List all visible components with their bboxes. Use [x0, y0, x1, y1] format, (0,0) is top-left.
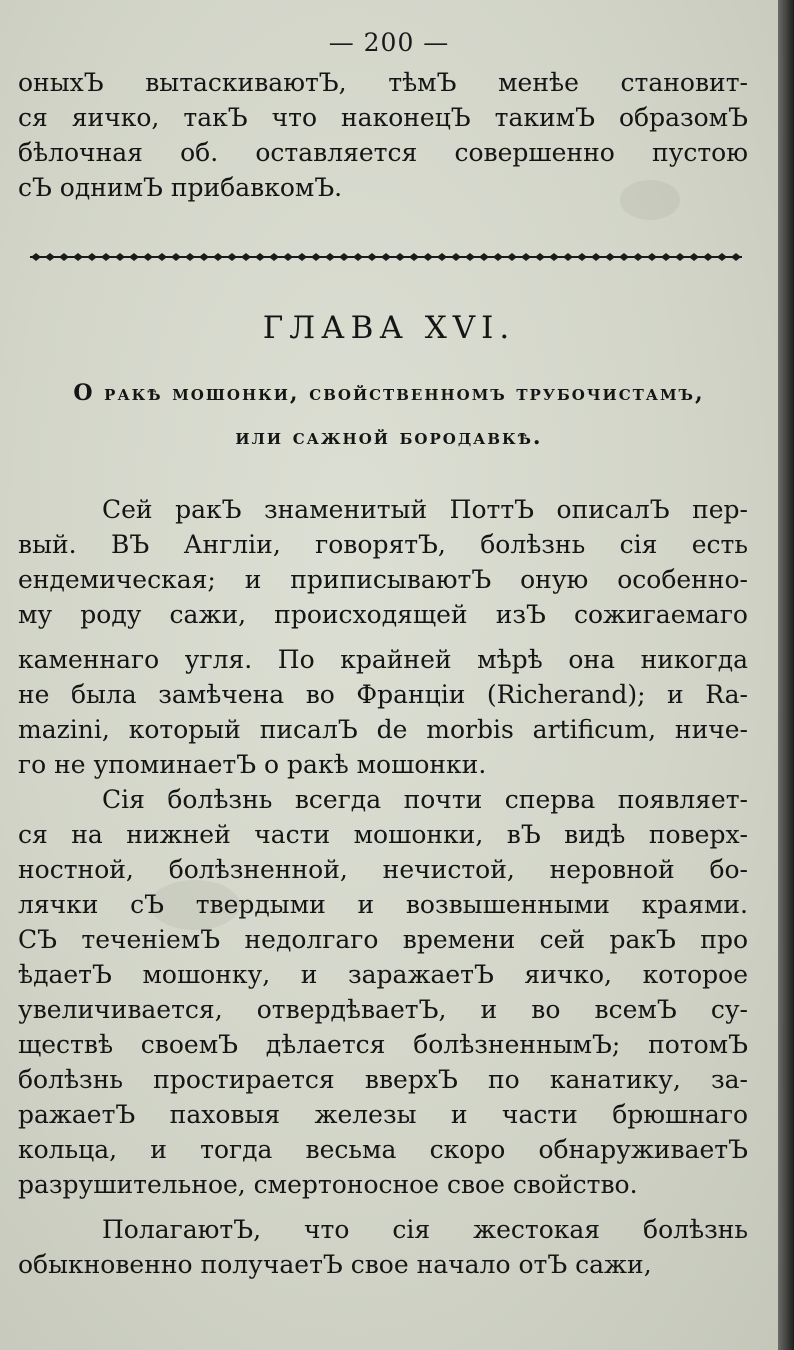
- section-divider-ornament: [30, 244, 742, 270]
- divider-bead: [409, 253, 419, 261]
- text-line: оныхЪ вытаскиваютЪ, тѣмЪ менѣе становит-: [18, 68, 748, 97]
- text-line: обыкновенно получаетЪ свое начало отЪ сажи,: [18, 1250, 652, 1279]
- divider-bead: [479, 253, 489, 261]
- divider-bead: [577, 253, 587, 261]
- text-line: Сей ракЪ знаменитый ПоттЪ описалЪ пер-: [102, 495, 748, 524]
- divider-bead: [451, 253, 461, 261]
- text-line: ся яичко, такЪ что наконецЪ такимЪ образомЪ: [18, 103, 748, 132]
- text-line: ѣдаетЪ мошонку, и заражаетЪ яичко, которое: [18, 960, 748, 989]
- divider-bead: [311, 253, 321, 261]
- text-line: разрушительное, смертоносное свое свойство.: [18, 1170, 638, 1199]
- divider-bead: [129, 253, 139, 261]
- divider-bead: [325, 253, 335, 261]
- text-line: му роду сажи, происходящей изЪ сожигаемаго: [18, 600, 748, 629]
- text-line: сЪ однимЪ прибавкомЪ.: [18, 173, 343, 202]
- text-line: бѣлочная об. оставляется совершенно пустою: [18, 138, 748, 167]
- text-line: ражаетЪ паховыя железы и части брюшнаго: [18, 1100, 748, 1129]
- divider-bead: [115, 253, 125, 261]
- divider-bead: [283, 253, 293, 261]
- divider-bead: [101, 253, 111, 261]
- divider-bead: [465, 253, 475, 261]
- divider-bead: [185, 253, 195, 261]
- divider-bead: [717, 253, 727, 261]
- divider-bead: [731, 253, 741, 261]
- text-line: Сія болѣзнь всегда почти сперва появляет-: [102, 785, 748, 814]
- divider-bead: [605, 253, 615, 261]
- divider-bead: [381, 253, 391, 261]
- divider-bead: [633, 253, 643, 261]
- divider-bead: [227, 253, 237, 261]
- text-line: каменнаго угля. По крайней мѣрѣ она никогда: [18, 645, 748, 674]
- text-line: СЪ теченіемЪ недолгаго времени сей ракЪ про: [18, 925, 748, 954]
- text-line: лячки сЪ твердыми и возвышенными краями.: [18, 890, 748, 919]
- divider-bead: [199, 253, 209, 261]
- divider-bead: [339, 253, 349, 261]
- divider-bead: [395, 253, 405, 261]
- book-spine-edge: [778, 0, 794, 1350]
- divider-bead: [563, 253, 573, 261]
- text-line: ендемическая; и приписываютЪ оную особенно-: [18, 565, 748, 594]
- divider-bead: [535, 253, 545, 261]
- divider-bead: [647, 253, 657, 261]
- text-line: ностной, болѣзненной, нечистой, неровной бо-: [18, 855, 748, 884]
- chapter-heading-line: или сажной бородавкѣ.: [235, 424, 543, 450]
- text-line: ся на нижней части мошонки, вЪ видѣ поверх-: [18, 820, 748, 849]
- chapter-title: ГЛАВА XVI.: [262, 310, 516, 346]
- divider-bead: [45, 253, 55, 261]
- divider-bead: [423, 253, 433, 261]
- divider-bead: [521, 253, 531, 261]
- text-line: кольца, и тогда весьма скоро обнаруживаетЪ: [18, 1135, 748, 1164]
- text-line: ществѣ своемЪ дѣлается болѣзненнымЪ; потомЪ: [18, 1030, 748, 1059]
- divider-bead: [255, 253, 265, 261]
- text-line: вый. ВЪ Англіи, говорятЪ, болѣзнь сія есть: [18, 530, 748, 559]
- divider-bead: [703, 253, 713, 261]
- divider-bead: [619, 253, 629, 261]
- divider-bead: [675, 253, 685, 261]
- divider-bead: [59, 253, 69, 261]
- text-line: не была замѣчена во Франціи (Richerand); и Ra-: [18, 680, 748, 709]
- divider-bead: [87, 253, 97, 261]
- divider-bead: [507, 253, 517, 261]
- page-number: — 200 —: [328, 28, 450, 57]
- divider-bead: [157, 253, 167, 261]
- divider-bead: [31, 253, 41, 261]
- divider-bead: [171, 253, 181, 261]
- divider-bead: [591, 253, 601, 261]
- divider-bead: [143, 253, 153, 261]
- text-line: mazini, который писалЪ de morbis artificum, ниче-: [18, 715, 748, 744]
- divider-bead: [213, 253, 223, 261]
- divider-bead: [689, 253, 699, 261]
- divider-bead: [269, 253, 279, 261]
- text-line: ПолагаютЪ, что сія жестокая болѣзнь: [102, 1215, 748, 1244]
- divider-bead: [73, 253, 83, 261]
- divider-bead: [493, 253, 503, 261]
- divider-bead: [661, 253, 671, 261]
- divider-bead: [241, 253, 251, 261]
- divider-bead: [549, 253, 559, 261]
- text-line: болѣзнь простирается вверхЪ по канатику, за-: [18, 1065, 748, 1094]
- text-line: го не упоминаетЪ о ракѣ мошонки.: [18, 750, 487, 779]
- chapter-heading-line: О ракѣ мошонки, свойственномъ трубочистамъ,: [73, 380, 705, 406]
- text-line: увеличивается, отвердѣваетЪ, и во всемЪ су-: [18, 995, 748, 1024]
- divider-bead: [353, 253, 363, 261]
- divider-bead: [367, 253, 377, 261]
- divider-bead: [297, 253, 307, 261]
- divider-bead: [437, 253, 447, 261]
